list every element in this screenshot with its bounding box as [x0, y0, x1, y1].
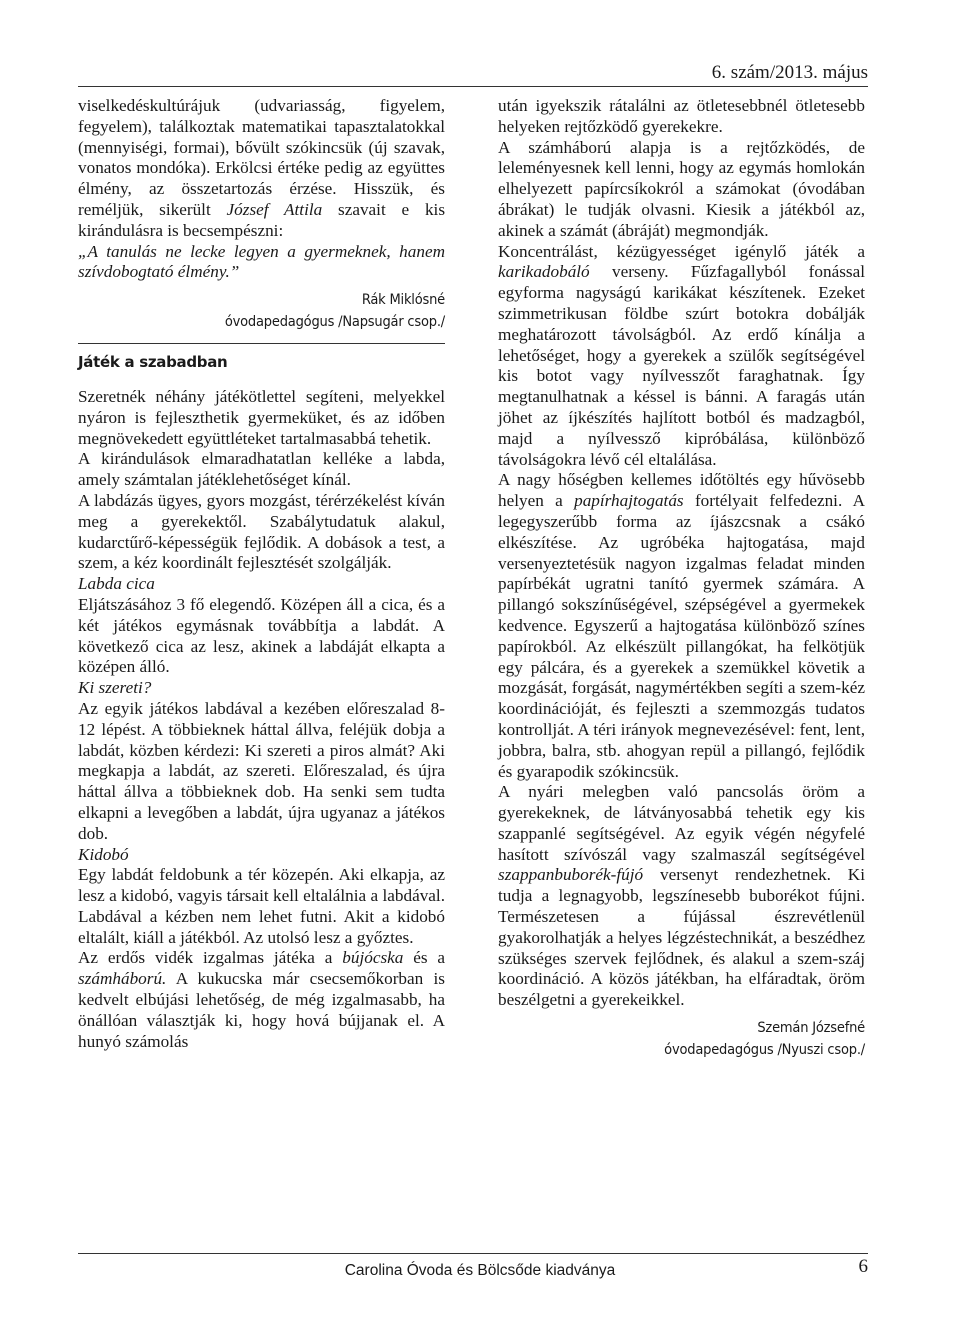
- paragraph: után igyekszik rátalálni az ötletesebbnél ötletesebb helyeken rejtőzködő gyerekekre.: [498, 96, 865, 136]
- top-rule: [78, 86, 868, 87]
- author-name: József Attila: [226, 199, 323, 219]
- paragraph: Az egyik játékos labdával a kezében előreszalad 8-12 lépést. A többieknek háttal állva, feléjük dobja a labdát, közben kérdezi: Ki szereti a piros almát? Aki megkapja a labdát, az szereti. Előreszalad, és újra háttal állva a többieknek dob. Ha senki sem tudta elkapni a levegőben a labdát, újra ugyanaz a játékos dob.: [78, 698, 445, 843]
- signature-role: óvodapedagógus /Nyuszi csop./: [664, 1042, 865, 1059]
- paragraph: Koncentrálást, kézügyességet igénylő játék a karikadobáló verseny. Fűzfagallyból fonással egyforma nagyságú karikákat készítenek. Ezeket szimmetrikusan földbe szúrt botokra dobálják meghatározott távolságból. Az erdő kínálja a lehetőséget, hogy a gyerekek a szülők segítségével kis botot vagy nyílvesszőt faraghatnak. Így megtanulhatnak a késsel is bánni. A faragás után jöhet az íjkészítés hajlított botból és madzagból, majd a nyílvessző kipróbálása, különböző távolságokra lévő cél eltalálása.: [498, 241, 865, 469]
- paragraph: A labdázás ügyes, gyors mozgást, térérzékelést kíván meg a gyerekektől. Szabálytudatuk alakul, kudarctűrő-képességük fejlődik. A dobások a test, a szem, a kéz koordinált fejlesztését szolgálják.: [78, 490, 445, 573]
- paragraph: A nagy hőségben kellemes időtöltés egy hűvösebb helyen a papírhajtogatás fortélyait felfedezni. A legegyszerűbb forma az íjászcsnak a csákó elkészítése. Az ugróbéka hajtogatása, majd versenyeztetésük nagyon izgalmas feladat minden papírbékát ugratni tanító gyermek számára. A pillangó sokszínűségével, szépségével a gyermekek kedvence. Egyszerű a hajtogatása különböző színes papírokból. Az elkészült pillangókat, ha felkötjük egy pálcára, és a gyerekek a szemükkel követik a mozgását, forgását, nagymértékben segíti a szem-kéz koordinációját, és fejleszti a szemmozgás tudatos kontrollját. A téri irányok megnevezésével: fent, lent, jobbra, balra, stb. ahogyan repül a pillangó, fejlődik és gyarapodik szókincsük.: [498, 470, 866, 781]
- game-title: Labda cica: [78, 574, 155, 594]
- paragraph: A számháború alapja is a rejtőzködés, de leleményesnek kell lenni, hogy az egymás homlokán elhelyezett papírcsíkokról a számokat (óvodában ábrákat) le tudják olvasni. Kiesik a játékból az, akinek a számát (ábráját) megmondják.: [498, 137, 865, 240]
- signature: [78, 289, 445, 333]
- page-number: 6: [858, 1256, 868, 1277]
- section-divider: [78, 343, 445, 344]
- paragraph: Eljátszásához 3 fő elegendő. Középen áll a cica, és a két játékos egymásnak továbbítja a labdát. A következő cica az lesz, akinek a labdáját elkapta a középen álló.: [78, 594, 445, 677]
- signature: [498, 1017, 865, 1061]
- left-column: [78, 96, 445, 1052]
- paragraph: Az erdős vidék izgalmas játéka a bújócska és a számháború. A kukucska már csecsemőkorban is kedvelt elbújási lehetőség, de még izgalmasabb, ha önállóan választják ki, hogy hová bújjanak el. A hunyó számolás: [78, 948, 446, 1051]
- section-title: Játék a szabadban: [78, 353, 228, 372]
- right-column: [498, 96, 865, 1061]
- signature-name: Szemán Józsefné: [757, 1020, 865, 1037]
- signature-name: Rák Miklósné: [361, 292, 445, 309]
- quote: „A tanulás ne lecke legyen a gyermeknek, hanem szívdobogtató élmény.”: [78, 241, 445, 282]
- paragraph: A nyári melegben való pancsolás öröm a gyerekeknek, de látványosabbá tehetik egy kis szappanlé segítségével. Az egyik végén négyfelé hasított szívószál vagy szalmaszál segítségével szappanbuborék-fújó versenyt rendezhetnek. Ki tudja a legnagyobb, legszínesebb buborékot fújni. Természetesen a fújással észrevétlenül gyakorolhatják a helyes légzéstechnikát, a beszédhez szükséges szervek fejlődnek, és alakul a szem-száj koordináció. A közös játékban, ha elfáradtak, öröm beszélgetni a gyerekeikkel.: [498, 782, 865, 1010]
- game-title: Kidobó: [78, 844, 129, 864]
- signature-role: óvodapedagógus /Napsugár csop./: [224, 314, 445, 331]
- bottom-rule: [78, 1253, 868, 1254]
- paragraph: Szeretnék néhány játékötlettel segíteni, melyekkel nyáron is fejleszthetik gyermeküket, és az időben megnövekedett együttléteket tartalmasabbá tehetik.: [78, 386, 445, 448]
- game-title: Ki szereti?: [78, 678, 152, 698]
- paragraph: viselkedéskultúrájuk (udvariasság, figyelem, fegyelem), találkoztak matematikai tapasztalatokkal (mennyiségi, formai), bővült szókincsük (új szavak, vonatos mondóka). Erkölcsi értéke pedig az együttes élmény, az összetartozás érzése. Hisszük, és reméljük, sikerült József Attila szavait e kis kirándulásra is becsempészni:: [78, 96, 446, 240]
- paragraph: Egy labdát feldobunk a tér közepén. Aki elkapja, az lesz a kidobó, vagyis társait kell eltalálnia a labdával. Labdával a kézben nem lehet futni. Akit a kidobó eltalált, kiáll a játékból. Az utolsó lesz a győztes.: [78, 865, 445, 947]
- issue-header: 6. szám/2013. május: [711, 62, 868, 83]
- paragraph: A kirándulások elmaradhatatlan kelléke a labda, amely számtalan játéklehetőséget kínál.: [78, 449, 445, 490]
- publisher-footer: Carolina Óvoda és Bölcsőde kiadványa: [344, 1262, 616, 1279]
